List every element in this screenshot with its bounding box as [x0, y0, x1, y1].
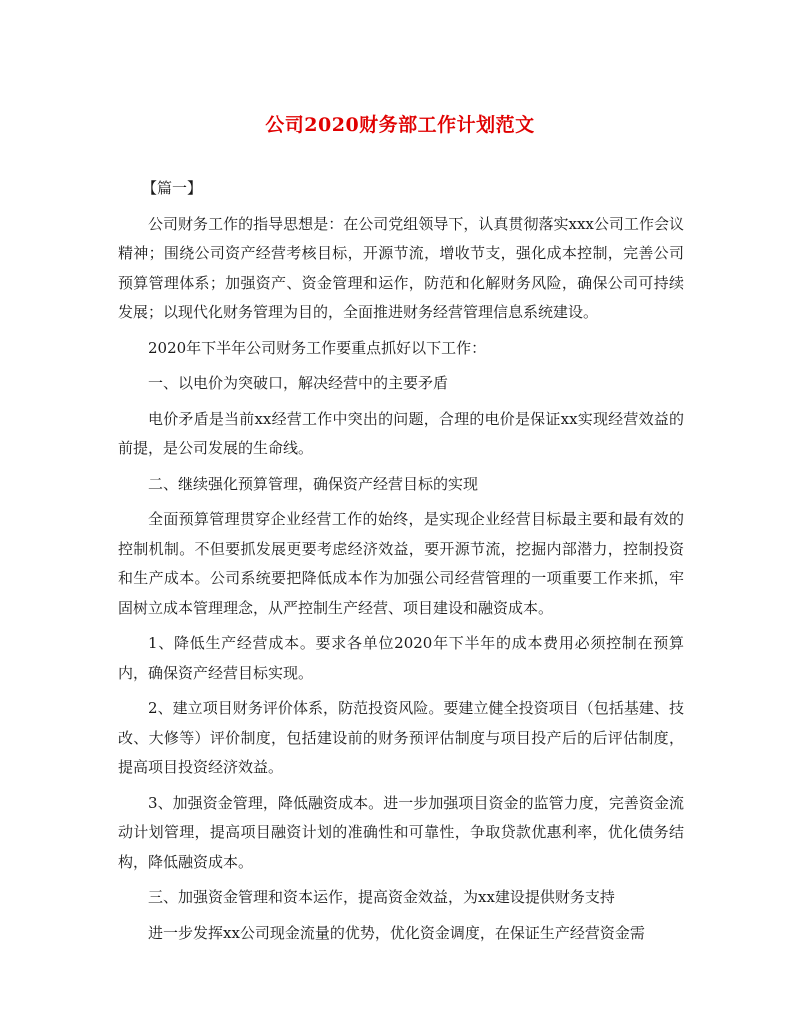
- paragraph-cash-flow: 进一步发挥xx公司现金流量的优势，优化资金调度，在保证生产经营资金需: [148, 923, 645, 942]
- paragraph-electricity-price: 电价矛盾是当前xx经营工作中突出的问题，合理的电价是保证xx实现经营效益的前提，是公司发展的生命线。: [118, 409, 684, 457]
- paragraph-guiding-principle: 公司财务工作的指导思想是：在公司党组领导下，认真贯彻落实xxx公司工作会议精神；围绕公司资产经营考核目标，开源节流，增收节支，强化成本控制，完善公司预算管理体系；加强资产、资金管理和运作，防范和化解财务风险，确保公司可持续发展；以现代化财务管理为目的，全面推进财务经营管理信息系统建设。: [118, 214, 684, 321]
- section-label: 【篇一】: [142, 179, 203, 197]
- document-title: 公司2020财务部工作计划范文: [265, 114, 535, 136]
- list-item-1: 1、降低生产经营成本。要求各单位2020年下半年的成本费用必须控制在预算内，确保资产经营目标实现。: [118, 634, 684, 682]
- list-item-2: 2、建立项目财务评价体系，防范投资风险。要建立健全投资项目（包括基建、技改、大修等）评价制度，包括建设前的财务预评估制度与项目投产后的后评估制度，提高项目投资经济效益。: [118, 699, 684, 776]
- heading-section-1: 一、以电价为突破口，解决经营中的主要矛盾: [148, 374, 449, 392]
- list-item-3: 3、加强资金管理，降低融资成本。进一步加强项目资金的监管力度，完善资金流动计划管理，提高项目融资计划的准确性和可靠性，争取贷款优惠利率，优化债务结构，降低融资成本。: [118, 793, 684, 871]
- paragraph-key-work-intro: 2020年下半年公司财务工作要重点抓好以下工作：: [148, 338, 487, 357]
- heading-section-2: 二、继续强化预算管理，确保资产经营目标的实现: [148, 474, 479, 493]
- document-body: [118, 174, 684, 954]
- heading-section-3: 三、加强资金管理和资本运作，提高资金效益，为xx建设提供财务支持: [148, 888, 615, 906]
- paragraph-budget-management: 全面预算管理贯穿企业经营工作的始终，是实现企业经营目标最主要和最有效的控制机制。不但要抓发展更要考虑经济效益，要开源节流，挖掘内部潜力，控制投资和生产成本。公司系统要把降低成本作为加强公司经营管理的一项重要工作来抓，牢固树立成本管理理念，从严控制生产经营、项目建设和融资成本。: [118, 510, 684, 617]
